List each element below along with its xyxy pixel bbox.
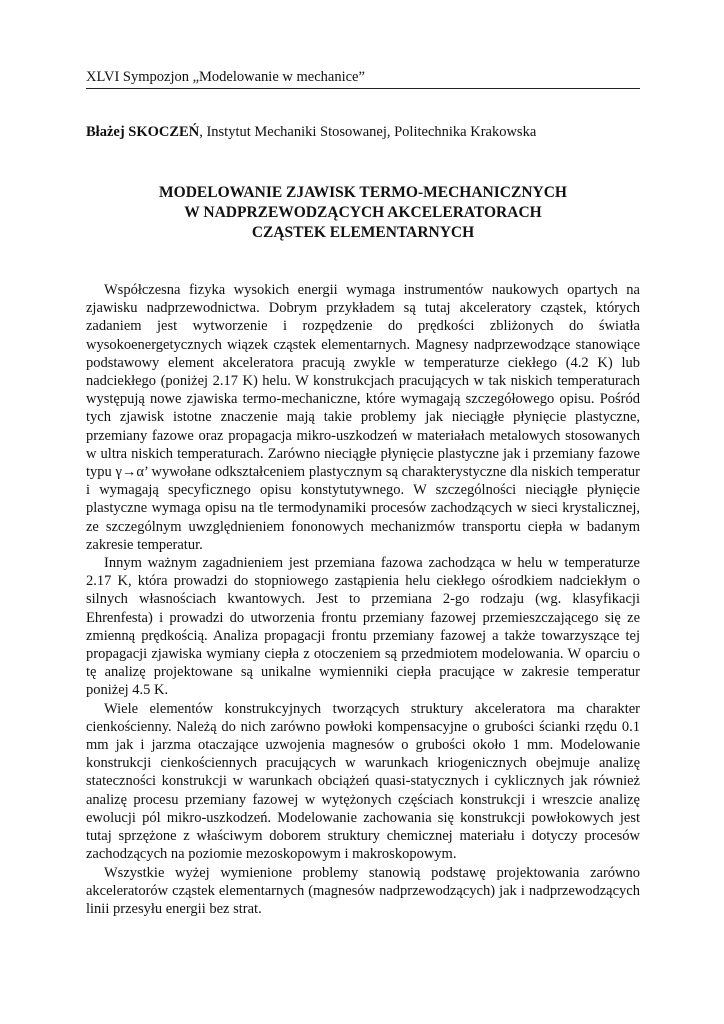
title-line-2: W NADPRZEWODZĄCYCH AKCELERATORACH [184, 204, 542, 221]
paper-title [86, 183, 640, 243]
title-line-3: CZĄSTEK ELEMENTARNYCH [251, 224, 475, 241]
byline [86, 123, 640, 141]
author-affiliation: , Instytut Mechaniki Stosowanej, Politechnika Krakowska [199, 124, 537, 140]
paragraph-4: Wszystkie wyżej wymienione problemy stanowią podstawę projektowania zarówno akceleratorów cząstek elementarnych (magnesów nadprzewodzących) jak i nadprzewodzących linii przesyłu energii bez strat. [86, 864, 640, 917]
running-header: XLVI Sympozjon „Modelowanie w mechanice” [86, 68, 640, 89]
paragraph-3: Wiele elementów konstrukcyjnych tworzących struktury akceleratora ma charakter cienkościenny. Należą do nich zarówno powłoki kompensacyjne o grubości ścianki rzędu 0.1 mm jak i jarzma otaczające uzwojenia magnesów o grubości około 1 mm. Modelowanie konstrukcji cienkościennych pracujących w warunkach kriogenicznych obejmuje analizę stateczności konstrukcji w warunkach obciążeń quasi-statycznych i cyklicznych jak również analizę procesu przemiany fazowej w wytężonych częściach konstrukcji i wreszcie analizę ewolucji pól mikro-uszkodzeń. Modelowanie zachowania się konstrukcji powłokowych jest tutaj sprzężone z właściwym doborem struktury chemicznej materiału i dotyczy procesów zachodzących na poziomie mezoskopowym i makroskopowym. [86, 700, 640, 863]
document-page [86, 68, 640, 918]
paragraph-2: Innym ważnym zagadnieniem jest przemiana fazowa zachodząca w helu w temperaturze 2.17 K, która prowadzi do stopniowego zastąpienia helu ciekłego ośrodkiem nadciekłym o silnych własnościach kwantowych. Jest to przemiana 2-go rodzaju (wg. klasyfikacji Ehrenfesta) i prowadzi do utworzenia frontu przemiany fazowej przemieszczającego się ze zmienną prędkością. Analiza propagacji frontu przemiany fazowej a także towarzyszące tej propagacji zjawiska wymiany ciepła z otoczeniem są przedmiotem modelowania. W oparciu o tę analizę projektowane są unikalne wymienniki ciepła pracujące w zakresie temperatur poniżej 4.5 K. [86, 555, 640, 699]
paragraph-1: Współczesna fizyka wysokich energii wymaga instrumentów naukowych opartych na zjawisku nadprzewodnictwa. Dobrym przykładem są tutaj akceleratory cząstek, których zadaniem jest wytworzenie i rozpędzenie do prędkości zbliżonych do światła wysokoenergetycznych wiązek cząstek elementarnych. Magnesy nadprzewodzące stanowiące podstawowy element akceleratora pracują zwykle w temperaturze ciekłego (4.2 K) lub nadciekłego (poniżej 2.17 K) helu. W konstrukcjach pracujących w tak niskich temperaturach występują nowe zjawiska termo-mechaniczne, które wymagają szczegółowego opisu. Pośród tych zjawisk istotne znaczenie mają takie problemy jak nieciągłe płynięcie plastyczne, przemiany fazowe oraz propagacja mikro-uszkodzeń w materiałach metalowych stosowanych w ultra niskich temperaturach. Zarówno nieciągłe płynięcie plastyczne jak i przemiany fazowe typu γ→α’ wywołane odkształceniem plastycznym są charakterystyczne dla niskich temperatur i wymagają specyficznego opisu konstytutywnego. W szczególności nieciągłe płynięcie plastyczne wymaga opisu na tle termodynamiki procesów zachodzących w sieci krystalicznej, ze szczególnym uwzględnieniem fononowych mechanizmów transportu ciepła w badanym zakresie temperatur. [86, 282, 640, 553]
author-name: Błażej SKOCZEŃ [86, 124, 200, 140]
title-line-1: MODELOWANIE ZJAWISK TERMO-MECHANICZNYCH [159, 184, 567, 201]
body-text [86, 281, 640, 918]
